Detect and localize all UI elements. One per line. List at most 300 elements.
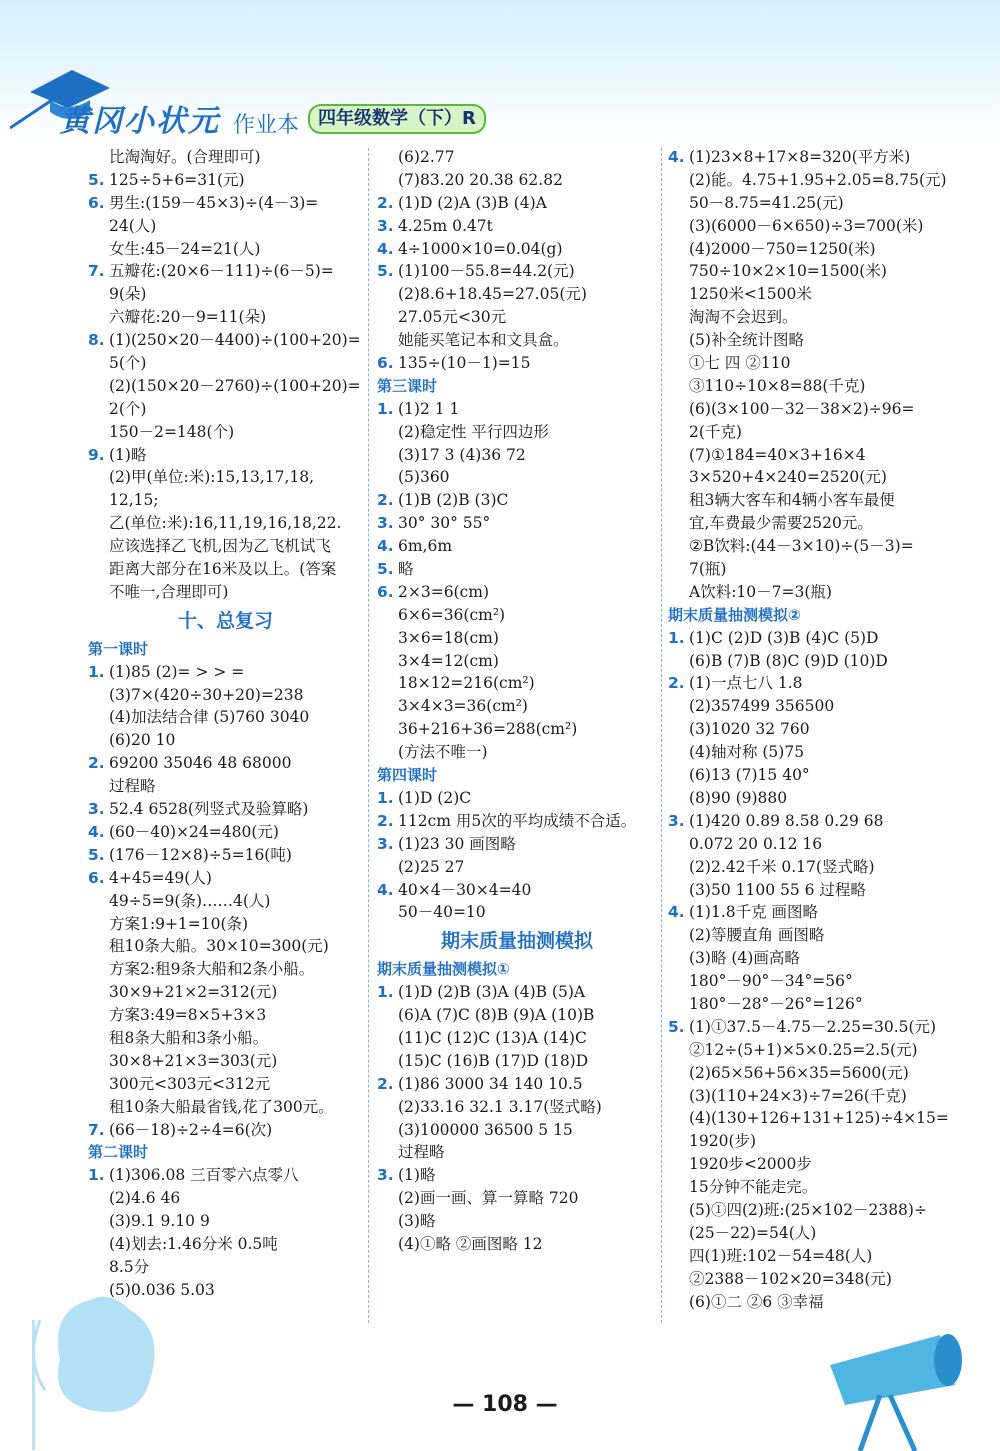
- answer-text: 1250米<1500米: [689, 285, 812, 304]
- answer-line: [668, 260, 998, 283]
- answer-text: 30° 30° 55°: [398, 514, 491, 533]
- answer-text: 2×3=6(cm): [398, 582, 490, 601]
- answer-line: [88, 935, 363, 958]
- answer-line: [88, 958, 363, 981]
- question-number: 9.: [88, 445, 105, 464]
- answer-text: (1)略: [109, 445, 147, 464]
- answer-text: 乙(单位:米):16,11,19,16,18,22.: [109, 514, 342, 533]
- answer-text: 不唯一,合理即可): [109, 582, 229, 601]
- answer-text: (3)50 1100 55 6 过程略: [689, 880, 866, 899]
- answer-line: [668, 1039, 998, 1062]
- question-number: 1.: [88, 662, 105, 681]
- answer-line: [668, 238, 998, 261]
- answer-text: 750÷10×2×10=1500(米): [689, 262, 887, 281]
- answer-text: 3×4=12(cm): [398, 651, 499, 670]
- answer-text: (4)①略 ②画图略 12: [398, 1234, 543, 1253]
- answer-text: (6)2.77: [398, 148, 455, 166]
- answer-text: 五瓣花:(20×6－111)÷(6－5)=: [109, 262, 334, 281]
- answer-line: [377, 489, 657, 512]
- answer-line: [88, 661, 363, 684]
- answer-line: [88, 581, 363, 604]
- answer-line: [377, 1050, 657, 1073]
- answer-line: [377, 810, 657, 833]
- answer-line: [88, 146, 363, 169]
- answer-text: (4)轴对称 (5)75: [689, 743, 805, 762]
- answer-text: 0.072 20 0.12 16: [689, 834, 823, 853]
- answer-line: [88, 215, 363, 238]
- section-heading: 期末质量抽测模拟: [440, 930, 593, 953]
- question-number: 5.: [377, 262, 394, 281]
- answer-line: [88, 798, 363, 821]
- answer-line: [668, 787, 998, 810]
- answer-line: [668, 1153, 998, 1176]
- question-number: 1.: [377, 983, 394, 1002]
- answer-line: [88, 752, 363, 775]
- answer-text: 12,15;: [109, 491, 159, 510]
- answer-text: 她能买笔记本和文具盒。: [398, 331, 569, 350]
- answer-line: [668, 283, 998, 306]
- answer-line: [377, 398, 657, 421]
- answer-line: [668, 398, 998, 421]
- answer-line: [377, 169, 657, 192]
- answer-text: 50－8.75=41.25(元): [689, 193, 844, 212]
- answer-text: (1)略: [398, 1166, 436, 1185]
- answer-text: (2)画一画、算一算略 720: [398, 1189, 579, 1208]
- answer-line: [377, 215, 657, 238]
- answer-text: 4÷1000×10=0.04(g): [398, 239, 563, 258]
- answer-line: [88, 489, 363, 512]
- question-number: 3.: [377, 1166, 394, 1185]
- answer-text: (25－22)=54(人): [689, 1223, 817, 1242]
- answer-text: 27.05元<30元: [398, 308, 507, 327]
- answer-line: [668, 970, 998, 993]
- answer-line: [377, 1027, 657, 1050]
- question-number: 3.: [377, 514, 394, 533]
- answer-line: [377, 352, 657, 375]
- answer-line: [88, 421, 363, 444]
- question-number: 8.: [88, 331, 105, 350]
- answer-text: 租10条大船最省钱,花了300元。: [109, 1097, 334, 1116]
- answer-text: (3)略: [398, 1212, 436, 1231]
- answer-line: [668, 1245, 998, 1268]
- lesson-heading: 第三课时: [377, 376, 438, 395]
- answer-line: [88, 444, 363, 467]
- answer-line: [377, 238, 657, 261]
- answer-line: [377, 1119, 657, 1142]
- answer-line: [668, 1199, 998, 1222]
- answer-line: [668, 993, 998, 1016]
- tree-illustration: [20, 1240, 180, 1451]
- answer-text: (5)补全统计图略: [689, 331, 804, 350]
- answer-text: (1)C (2)D (3)B (4)C (5)D: [689, 628, 879, 647]
- answer-text: 宜,车费最少需要2520元。: [689, 514, 873, 533]
- answer-line: [668, 856, 998, 879]
- answer-line: [377, 1004, 657, 1027]
- answer-line: [88, 1119, 363, 1142]
- answer-line: [377, 260, 657, 283]
- answer-line: [377, 421, 657, 444]
- answer-text: 方案1:9+1=10(条): [109, 914, 249, 933]
- answer-text: (1)D (2)A (3)B (4)A: [398, 193, 547, 212]
- question-number: 3.: [88, 800, 105, 819]
- answer-line: [668, 169, 998, 192]
- answer-line: [668, 581, 998, 604]
- answer-text: (3)7×(420÷30+20)=238: [109, 685, 304, 704]
- answer-text: 18×12=216(cm²): [398, 674, 535, 693]
- answer-text: (1)23×8+17×8=320(平方米): [689, 148, 911, 166]
- answer-text: (3)(110+24×3)÷7=26(千克): [689, 1086, 907, 1105]
- lesson-heading: 第一课时: [88, 639, 149, 658]
- answer-text: 2(千克): [689, 422, 742, 441]
- answer-line: [377, 695, 657, 718]
- answer-line: [88, 684, 363, 707]
- answer-text: 女生:45－24=21(人): [109, 239, 261, 258]
- answer-line: [377, 558, 657, 581]
- answer-text: 2(个): [109, 399, 147, 418]
- answer-text: 4.25m 0.47t: [398, 216, 493, 235]
- answer-text: 300元<303元<312元: [109, 1074, 271, 1093]
- question-number: 1.: [377, 788, 394, 807]
- answer-line: [377, 604, 657, 627]
- answer-text: (1)B (2)B (3)C: [398, 491, 509, 510]
- answer-line: [668, 1062, 998, 1085]
- answer-line: [377, 146, 657, 169]
- answer-text: 30×8+21×3=303(元): [109, 1051, 278, 1070]
- answer-text: (7)①184=40×3+16×4: [689, 445, 866, 464]
- question-number: 4.: [377, 239, 394, 258]
- answer-line: [88, 1027, 363, 1050]
- question-number: 2.: [668, 674, 685, 693]
- answer-line: [88, 306, 363, 329]
- answer-line: [88, 192, 363, 215]
- answer-text: (5)360: [398, 468, 450, 487]
- question-number: 3.: [668, 811, 685, 830]
- answer-text: (1)D (2)B (3)A (4)B (5)A: [398, 983, 586, 1002]
- answer-text: (1)420 0.89 8.58 0.29 68: [689, 811, 884, 830]
- answer-line: [377, 329, 657, 352]
- answer-text: 略: [398, 560, 414, 579]
- answer-text: (2)8.6+18.45=27.05(元): [398, 285, 587, 304]
- answer-text: (3)1020 32 760: [689, 720, 810, 739]
- answer-line: [668, 718, 998, 741]
- question-number: 5.: [377, 560, 394, 579]
- answer-text: 69200 35046 48 68000: [109, 754, 292, 773]
- answer-line: [668, 329, 998, 352]
- answer-line: [88, 329, 363, 352]
- answer-line: [668, 215, 998, 238]
- question-number: 6.: [377, 582, 394, 601]
- answer-text: (4)(130+126+131+125)÷4×15=: [689, 1109, 949, 1128]
- answer-text: 距离大部分在16米及以上。(答案: [109, 560, 337, 579]
- answer-text: (3)略 (4)画高略: [689, 949, 800, 968]
- answer-line: [668, 833, 998, 856]
- answer-line: [88, 1004, 363, 1027]
- answer-text: 过程略: [398, 1143, 445, 1162]
- answer-text: (2)65×56+56×35=5600(元): [689, 1063, 909, 1082]
- answer-line: [377, 306, 657, 329]
- answer-text: (2)稳定性 平行四边形: [398, 422, 549, 441]
- answer-line: [668, 1016, 998, 1039]
- lesson-heading: 期末质量抽测模拟②: [668, 605, 801, 624]
- answer-line: [88, 890, 363, 913]
- answer-text: (1)23 30 画图略: [398, 834, 516, 853]
- answer-line: [668, 1107, 998, 1130]
- answer-line: [377, 1233, 657, 1256]
- answer-text: (2)2.42千米 0.17(竖式略): [689, 857, 875, 876]
- answer-text: 6×6=36(cm²): [398, 605, 506, 624]
- answer-line: [377, 879, 657, 902]
- answer-line: [668, 879, 998, 902]
- answer-text: 8.5分: [109, 1257, 150, 1276]
- answer-line: [88, 821, 363, 844]
- answer-text: (7)83.20 20.38 62.82: [398, 170, 563, 189]
- answer-text: ②12÷(5+1)×5×0.25=2.5(元): [689, 1040, 918, 1059]
- answer-line: [377, 1164, 657, 1187]
- answer-line: [377, 787, 657, 810]
- question-number: 2.: [377, 491, 394, 510]
- column-divider: [661, 148, 662, 1323]
- answer-line: [377, 1096, 657, 1119]
- answer-line: [88, 1073, 363, 1096]
- answer-line: [377, 1187, 657, 1210]
- answer-text: (1)85 (2)= > > =: [109, 662, 245, 681]
- grade-badge: 四年级数学（下）R: [308, 104, 486, 134]
- question-number: 7.: [88, 262, 105, 281]
- answer-line: [377, 444, 657, 467]
- answer-line: [88, 775, 363, 798]
- question-number: 7.: [88, 1120, 105, 1139]
- answer-text: 50－40=10: [398, 903, 486, 922]
- answer-line: [88, 1210, 363, 1233]
- book-type: 作业本: [233, 113, 300, 138]
- answer-text: 36+216+36=288(cm²): [398, 720, 578, 739]
- lesson-heading: 第二课时: [88, 1143, 149, 1162]
- answer-line: [377, 650, 657, 673]
- answer-text: (2)甲(单位:米):15,13,17,18,: [109, 468, 315, 487]
- answer-text: 租10条大船。30×10=300(元): [109, 937, 329, 956]
- answer-text: 4+45=49(人): [109, 868, 212, 887]
- answer-text: (5)①四(2)班:(25×102－2388)÷: [689, 1200, 927, 1219]
- answer-text: 125÷5+6=31(元): [109, 170, 245, 189]
- answer-text: 52.4 6528(列竖式及验算略): [109, 800, 309, 819]
- question-number: 4.: [88, 822, 105, 841]
- answer-text: 应该选择乙飞机,因为乙飞机试飞: [109, 537, 331, 556]
- answer-line: [668, 672, 998, 695]
- answer-line: [88, 238, 363, 261]
- answer-text: 135÷(10－1)=15: [398, 354, 531, 373]
- answer-text: (1)2 1 1: [398, 399, 460, 418]
- answer-text: (3)17 3 (4)36 72: [398, 445, 526, 464]
- answer-text: (6)(3×100－32－38×2)÷96=: [689, 399, 915, 418]
- answer-text: (2)25 27: [398, 857, 465, 876]
- answer-line: [88, 913, 363, 936]
- answer-text: 3×520+4×240=2520(元): [689, 468, 887, 487]
- answer-line: [377, 1073, 657, 1096]
- answer-line: [668, 947, 998, 970]
- answer-line: [668, 810, 998, 833]
- answer-line: [377, 672, 657, 695]
- answer-line: [88, 1050, 363, 1073]
- answer-column-1: [88, 146, 363, 1302]
- answer-text: 租3辆大客车和4辆小客车最便: [689, 491, 895, 510]
- answer-text: 180°－28°－26°=126°: [689, 994, 863, 1013]
- answer-text: (1)①37.5－4.75－2.25=30.5(元): [689, 1017, 937, 1036]
- answer-text: 180°－90°－34°=56°: [689, 972, 853, 991]
- answer-text: ②2388－102×20=348(元): [689, 1269, 892, 1288]
- lesson-heading: 期末质量抽测模拟①: [377, 960, 510, 979]
- answer-text: (2)(150×20－2760)÷(100+20)=: [109, 376, 361, 395]
- answer-text: 方案3:49=8×5+3×3: [109, 1006, 267, 1025]
- answer-line: [88, 1164, 363, 1187]
- answer-text: (方法不唯一): [398, 743, 488, 762]
- answer-line: [668, 512, 998, 535]
- answer-line: [668, 535, 998, 558]
- question-number: 3.: [377, 834, 394, 853]
- answer-line: [668, 627, 998, 650]
- answer-line: [377, 981, 657, 1004]
- answer-line: [377, 581, 657, 604]
- answer-text: 30×9+21×2=312(元): [109, 983, 278, 1002]
- question-number: 2.: [377, 193, 394, 212]
- question-number: 4.: [668, 903, 685, 922]
- answer-text: (11)C (12)C (13)A (14)C: [398, 1028, 587, 1047]
- question-number: 6.: [88, 193, 105, 212]
- answer-text: ③110÷10×8=88(千克): [689, 376, 866, 395]
- answer-line: [377, 741, 657, 764]
- answer-line: [377, 901, 657, 924]
- answer-line: [668, 1085, 998, 1108]
- answer-line: [668, 558, 998, 581]
- answer-line: [88, 706, 363, 729]
- answer-text: 7(瓶): [689, 560, 727, 579]
- answer-text: (3)9.1 9.10 9: [109, 1212, 210, 1231]
- answer-line: [88, 867, 363, 890]
- answer-text: 1920(步): [689, 1132, 757, 1151]
- column-divider: [368, 148, 369, 1323]
- answer-line: [668, 901, 998, 924]
- question-number: 1.: [377, 399, 394, 418]
- answer-line: [377, 833, 657, 856]
- answer-text: 六瓣花:20－9=11(朵): [109, 308, 267, 327]
- answer-line: [88, 844, 363, 867]
- answer-text: ②B饮料:(44－3×10)÷(5－3)=: [689, 537, 914, 556]
- answer-text: (1)86 3000 34 140 10.5: [398, 1074, 583, 1093]
- answer-line: [88, 981, 363, 1004]
- answer-line: [668, 146, 998, 169]
- answer-line: [377, 283, 657, 306]
- answer-text: 方案2:租9条大船和2条小船。: [109, 960, 315, 979]
- question-number: 5.: [88, 170, 105, 189]
- answer-line: [377, 466, 657, 489]
- answer-line: [377, 856, 657, 879]
- answer-text: (1)100－55.8=44.2(元): [398, 262, 575, 281]
- section-heading: 十、总复习: [177, 609, 273, 632]
- answer-line: [377, 627, 657, 650]
- answer-text: (5)0.036 5.03: [109, 1280, 215, 1299]
- answer-line: [377, 718, 657, 741]
- answer-text: (8)90 (9)880: [689, 788, 788, 807]
- answer-text: (1)D (2)C: [398, 788, 472, 807]
- answer-text: (1)1.8千克 画图略: [689, 903, 819, 922]
- answer-line: [377, 512, 657, 535]
- answer-line: [88, 260, 363, 283]
- page-number: — 108 —: [452, 1392, 558, 1417]
- answer-line: [668, 421, 998, 444]
- answer-line: [377, 535, 657, 558]
- answer-text: A饮料:10－7=3(瓶): [689, 582, 832, 601]
- question-number: 5.: [88, 845, 105, 864]
- answer-text: 比淘淘好。(合理即可): [109, 148, 261, 166]
- answer-line: [88, 352, 363, 375]
- answer-line: [668, 466, 998, 489]
- answer-line: [668, 489, 998, 512]
- answer-text: (2)357499 356500: [689, 697, 835, 716]
- answer-text: (4)加法结合律 (5)760 3040: [109, 708, 310, 727]
- answer-line: [88, 512, 363, 535]
- answer-text: (60－40)×24=480(元): [109, 822, 279, 841]
- answer-text: (6)20 10: [109, 731, 176, 750]
- answer-text: 四(1)班:102－54=48(人): [689, 1246, 873, 1265]
- answer-line: [88, 729, 363, 752]
- answer-text: 过程略: [109, 777, 156, 796]
- answer-text: (176－12×8)÷5=16(吨): [109, 845, 292, 864]
- answer-column-3: [668, 146, 998, 1313]
- answer-line: [668, 650, 998, 673]
- answer-text: (3)100000 36500 5 15: [398, 1120, 573, 1139]
- answer-text: (2)等腰直角 画图略: [689, 926, 825, 945]
- answer-text: 6m,6m: [398, 537, 453, 556]
- answer-text: 5(个): [109, 354, 147, 373]
- question-number: 2.: [88, 754, 105, 773]
- answer-line: [668, 192, 998, 215]
- answer-text: (1)(250×20－4400)÷(100+20)=: [109, 331, 361, 350]
- answer-text: 9(朵): [109, 285, 147, 304]
- answer-text: (6)①二 ②6 ③幸福: [689, 1292, 824, 1311]
- answer-line: [377, 1141, 657, 1164]
- answer-text: 150－2=148(个): [109, 422, 235, 441]
- answer-text: (6)B (7)B (8)C (9)D (10)D: [689, 651, 888, 670]
- answer-text: 淘淘不会迟到。: [689, 308, 798, 327]
- question-number: 3.: [377, 216, 394, 235]
- question-number: 5.: [668, 1017, 685, 1036]
- answer-text: (6)A (7)C (8)B (9)A (10)B: [398, 1006, 595, 1025]
- telescope-illustration: [820, 1325, 1000, 1451]
- answer-line: [88, 558, 363, 581]
- answer-line: [668, 764, 998, 787]
- answer-text: 49÷5=9(条)……4(人): [109, 891, 271, 910]
- answer-text: 男生:(159－45×3)÷(4－3)=: [109, 193, 319, 212]
- answer-text: (1)一点七八 1.8: [689, 674, 803, 693]
- answer-line: [377, 1210, 657, 1233]
- question-number: 6.: [377, 354, 394, 373]
- question-number: 1.: [88, 1166, 105, 1185]
- answer-text: 租8条大船和3条小船。: [109, 1028, 269, 1047]
- answer-line: [668, 1222, 998, 1245]
- answer-line: [88, 283, 363, 306]
- answer-line: [88, 169, 363, 192]
- answer-line: [668, 1176, 998, 1199]
- question-number: 4.: [377, 537, 394, 556]
- answer-text: 40×4－30×4=40: [398, 880, 532, 899]
- answer-line: [88, 375, 363, 398]
- answer-text: (2)33.16 32.1 3.17(竖式略): [398, 1097, 602, 1116]
- answer-line: [668, 924, 998, 947]
- question-number: 2.: [377, 1074, 394, 1093]
- answer-text: 24(人): [109, 216, 157, 235]
- answer-line: [88, 1096, 363, 1119]
- lesson-heading: 第四课时: [377, 766, 438, 785]
- question-number: 2.: [377, 811, 394, 830]
